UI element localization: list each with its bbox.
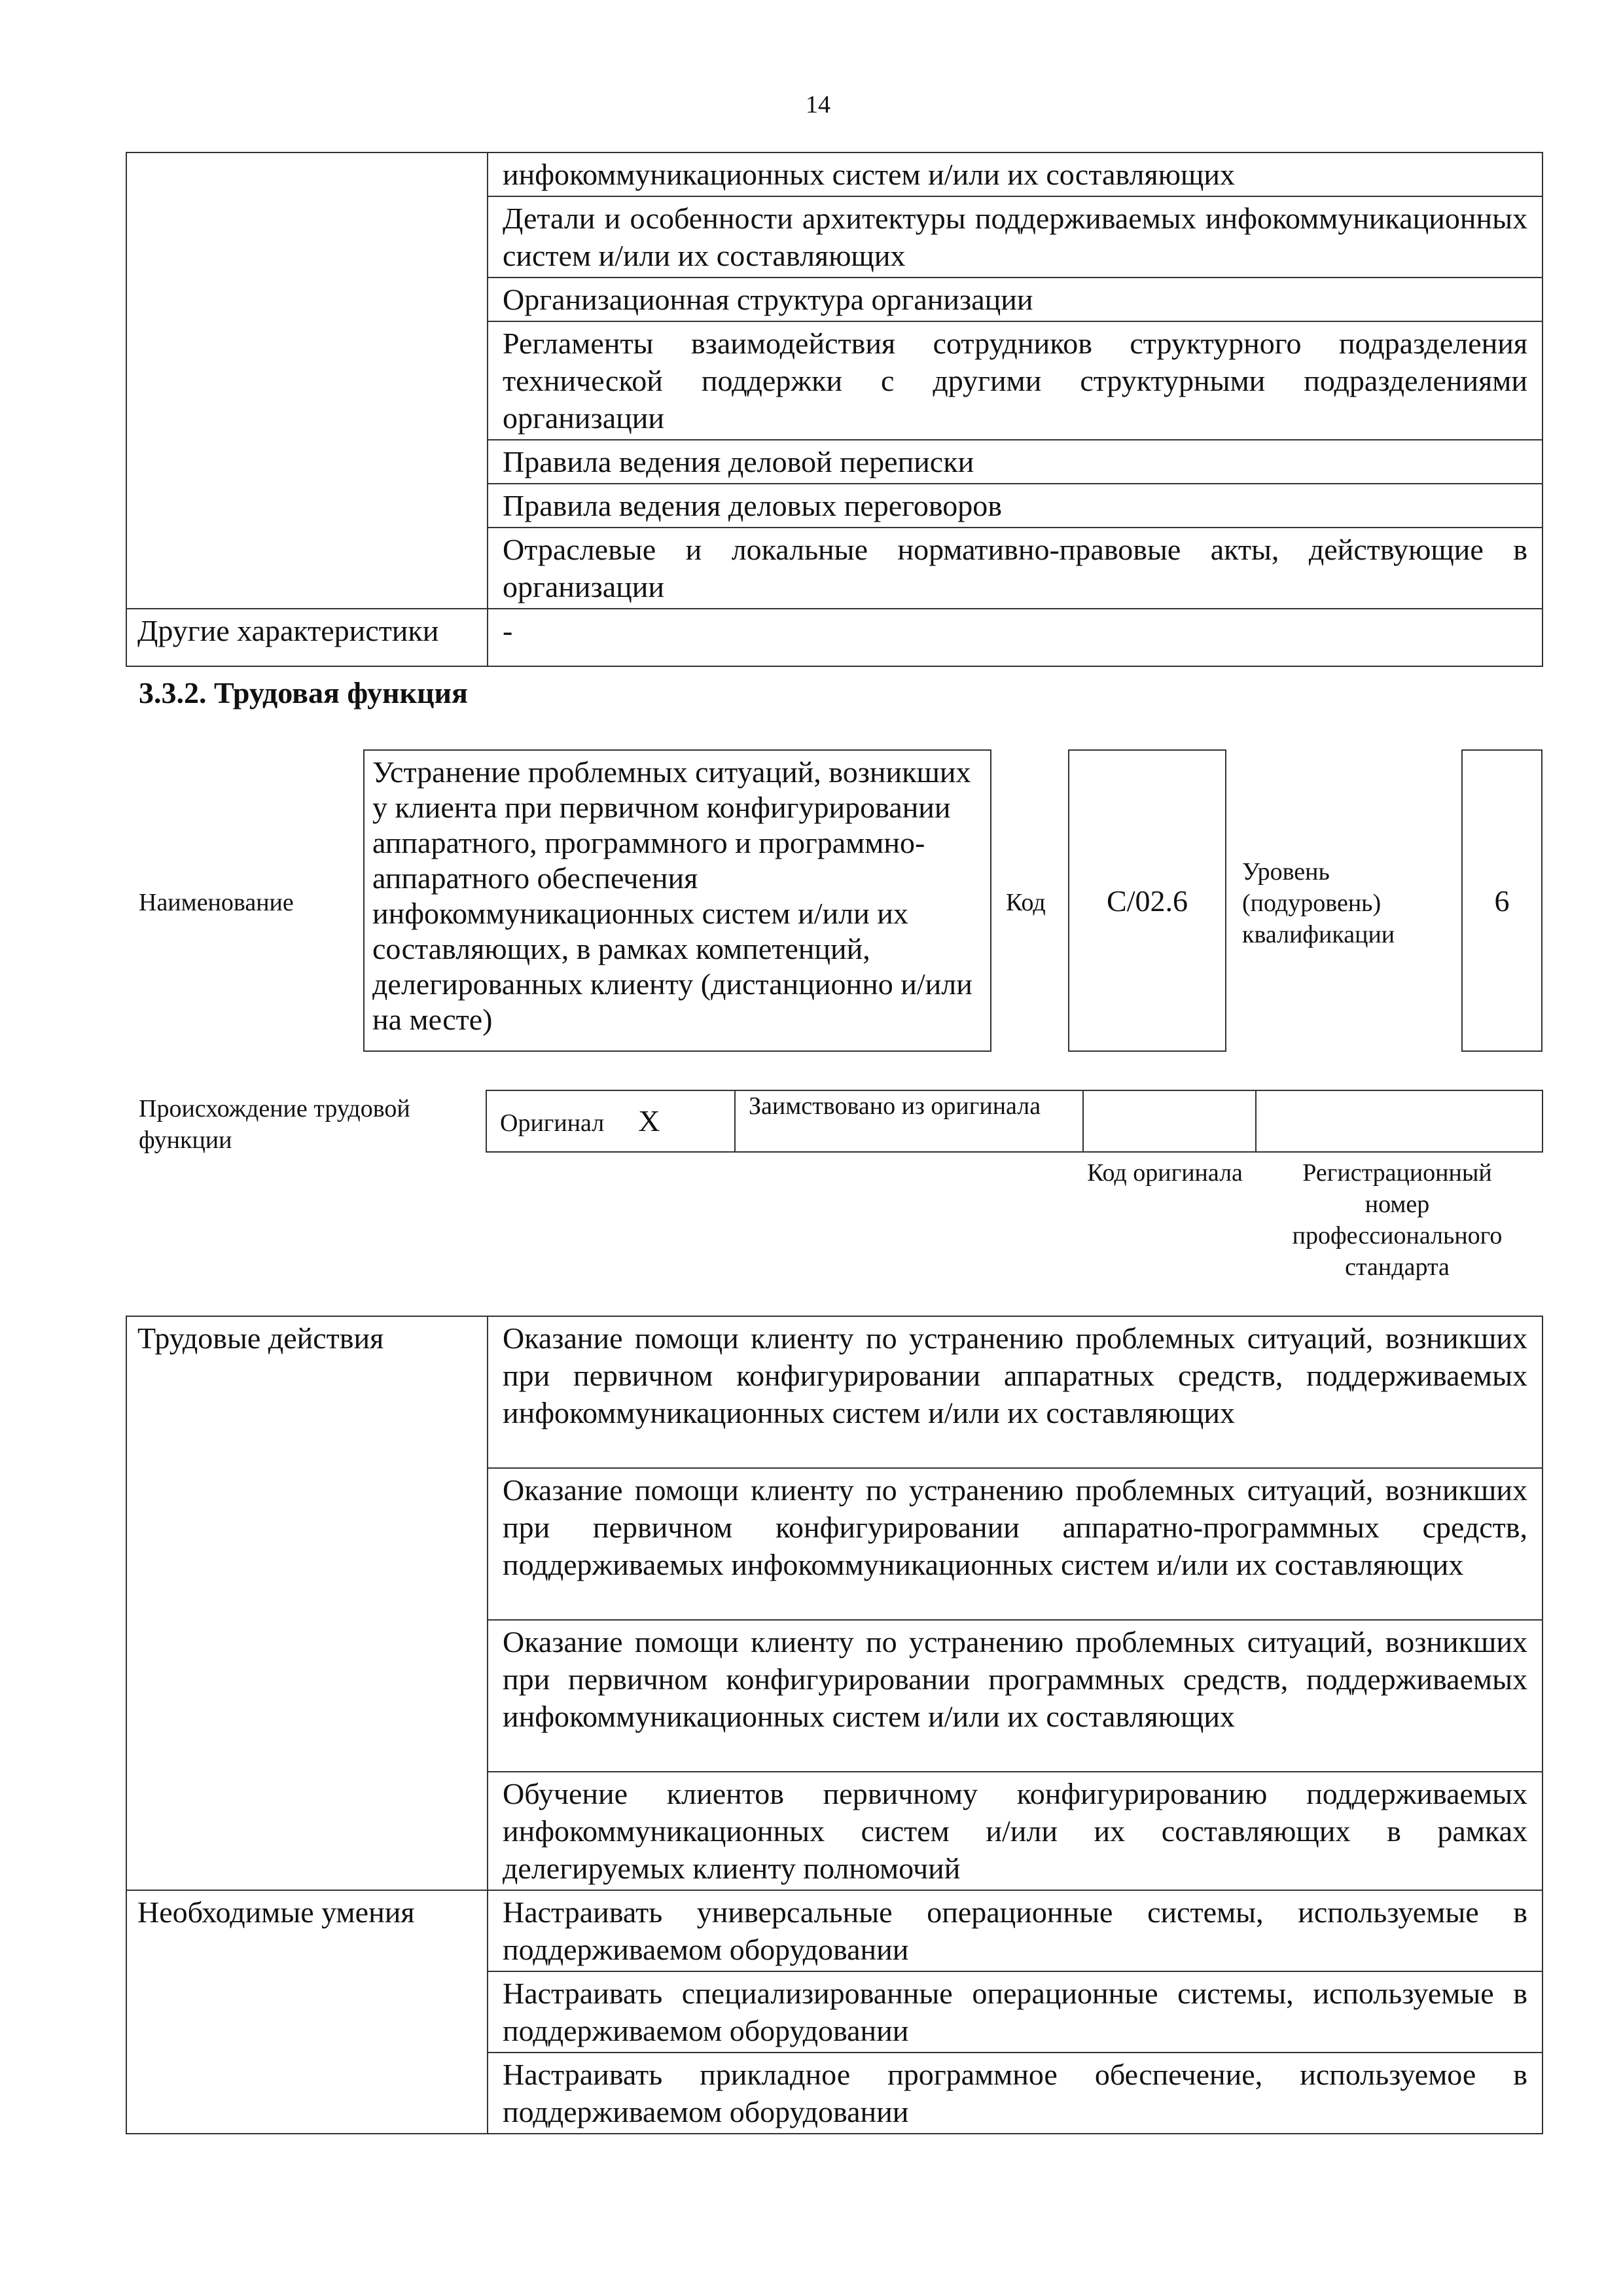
skill-item: Настраивать универсальные операционные системы, используемые в поддерживаемом оборудовании	[488, 1890, 1543, 1971]
registration-number-cell	[1256, 1090, 1543, 1152]
knowledge-item: Детали и особенности архитектуры поддерживаемых инфокоммуникационных систем и/или их составляющих	[488, 196, 1543, 278]
original-mark: X	[638, 1104, 660, 1138]
origin-label: Происхождение трудовой функции	[139, 1095, 410, 1154]
name-label: Наименование	[139, 889, 294, 916]
knowledge-item: Отраслевые и локальные нормативно-правовые акты, действующие в организации	[488, 528, 1543, 609]
level-value: 6	[1494, 884, 1510, 918]
page-number: 14	[806, 91, 830, 118]
action-item: Оказание помощи клиенту по устранению проблемных ситуаций, возникших при первичном конфигурировании аппаратно-программных средств, поддерживаемых инфокоммуникационных систем и/или их составляющих	[488, 1468, 1543, 1620]
actions-label-cell: Трудовые действия	[126, 1316, 488, 1890]
function-name-value: Устранение проблемных ситуаций, возникших у клиента при первичном конфигурировании аппаратного, программного и программно-аппаратного обеспечения инфокоммуникационных систем и/или их составляющих, в рамках компетенций, делегированных клиенту (дистанционно и/или на месте)	[372, 755, 972, 1036]
knowledge-item: инфокоммуникационных систем и/или их составляющих	[488, 152, 1543, 196]
action-item: Оказание помощи клиенту по устранению проблемных ситуаций, возникших при первичном конфигурировании аппаратных средств, поддерживаемых инфокоммуникационных систем и/или их составляющих	[488, 1316, 1543, 1468]
other-characteristics-label: Другие характеристики	[126, 609, 488, 666]
labor-function-table	[126, 1316, 1543, 2134]
knowledge-item: Регламенты взаимодействия сотрудников структурного подразделения технической поддержки с другими структурными подразделениями организации	[488, 321, 1543, 440]
section-title: 3.3.2. Трудовая функция	[139, 676, 468, 709]
original-code-cell	[1083, 1090, 1256, 1152]
code-box	[1068, 749, 1226, 1052]
knowledge-table	[126, 152, 1543, 667]
knowledge-label-cell	[126, 152, 488, 609]
original-cell	[486, 1090, 735, 1152]
knowledge-item: Организационная структура организации	[488, 278, 1543, 321]
knowledge-item: Правила ведения деловых переговоров	[488, 484, 1543, 528]
original-label: Оригинал	[500, 1109, 605, 1137]
skill-item: Настраивать специализированные операционные системы, используемые в поддерживаемом оборудовании	[488, 1971, 1543, 2053]
level-label: Уровень (подуровень) квалификации	[1242, 858, 1395, 948]
code-value: C/02.6	[1107, 884, 1188, 918]
other-characteristics-value: -	[488, 609, 1543, 666]
function-name-box	[363, 749, 991, 1052]
action-item: Оказание помощи клиенту по устранению проблемных ситуаций, возникших при первичном конфигурировании программных средств, поддерживаемых инфокоммуникационных систем и/или их составляющих	[488, 1620, 1543, 1772]
registration-caption: Регистрационный номер профессионального стандарта	[1292, 1159, 1503, 1281]
action-item: Обучение клиентов первичному конфигурированию поддерживаемых инфокоммуникационных систем и/или их составляющих в рамках делегируемых клиенту полномочий	[488, 1772, 1543, 1890]
origin-table	[486, 1090, 1543, 1153]
borrowed-cell	[735, 1090, 1083, 1152]
knowledge-item: Правила ведения деловой переписки	[488, 440, 1543, 484]
skills-label-cell: Необходимые умения	[126, 1890, 488, 2134]
borrowed-label: Заимствовано из оригинала	[749, 1092, 1041, 1120]
code-label: Код	[1006, 889, 1046, 916]
level-box	[1461, 749, 1543, 1052]
code-caption: Код оригинала	[1087, 1159, 1243, 1187]
skill-item: Настраивать прикладное программное обеспечение, используемое в поддерживаемом оборудовании	[488, 2053, 1543, 2134]
